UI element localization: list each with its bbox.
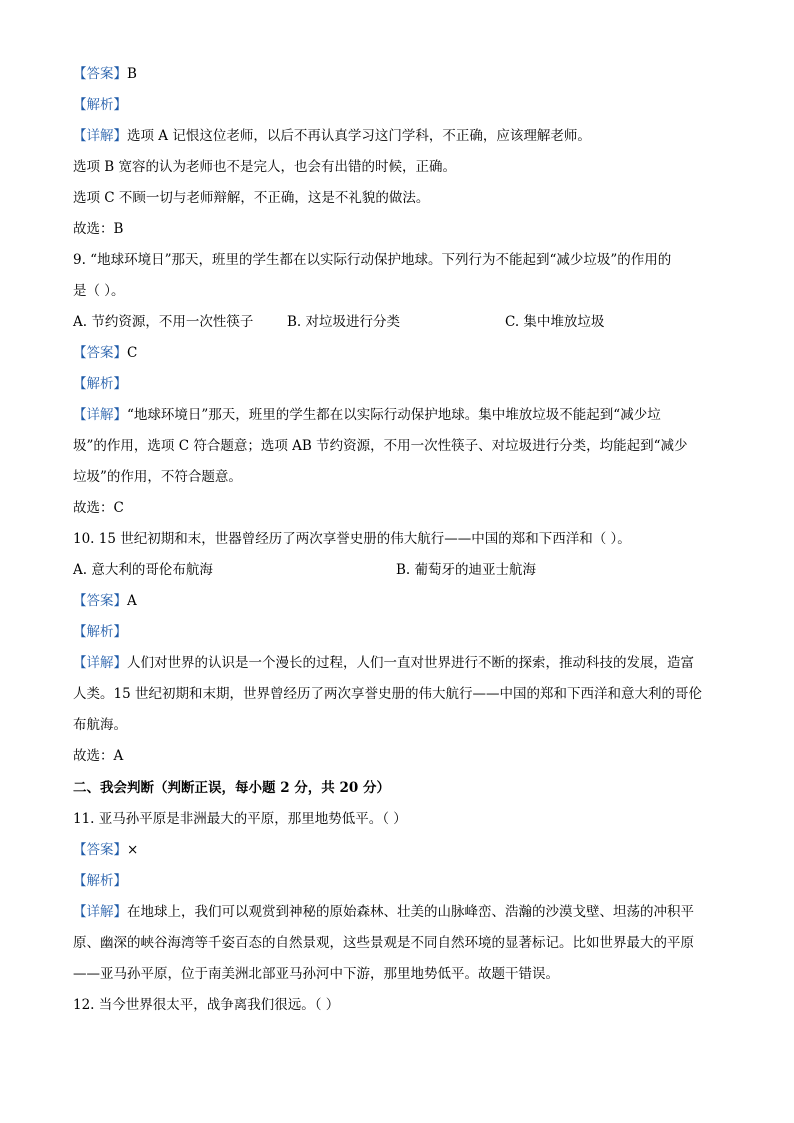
text-line: 垃圾”的作用，不符合题意。 xyxy=(73,469,242,485)
question-9: 9. “地球环境日”那天，班里的学生都在以实际行动保护地球。下列行为不能起到“减少垃圾”的作用的 xyxy=(73,252,672,268)
question-9-continued: 是（ ）。 xyxy=(73,283,125,299)
text-line: ——亚马孙平原，位于南美洲北部亚马孙河中下游，那里地势低平。故题干错误。 xyxy=(73,966,559,982)
answer-line xyxy=(73,64,725,84)
option-b: B. 对垃圾进行分类 xyxy=(287,314,401,330)
answer-value: × xyxy=(127,842,139,858)
text-line: 人类。15 世纪初期和末期，世界曾经历了两次享誉史册的伟大航行——中国的郑和下西洋和意大利的哥伦 xyxy=(73,686,702,702)
question-12: 12. 当今世界很太平，战争离我们很远。（ ） xyxy=(73,997,340,1013)
question-9-options xyxy=(73,312,725,332)
answer-line xyxy=(73,840,725,860)
choice-line: 故选：B xyxy=(73,221,124,237)
question-11: 11. 亚马孙平原是非洲最大的平原，那里地势低平。（ ） xyxy=(73,811,407,827)
analysis-label: 【解析】 xyxy=(73,873,127,889)
text-line: 圾”的作用，选项 C 符合题意；选项 AB 节约资源，不用一次性筷子、对垃圾进行分类，均能起到“减少 xyxy=(73,438,688,454)
question-10-options xyxy=(73,560,725,580)
analysis-line xyxy=(73,95,725,115)
option-a: A. 意大利的哥伦布航海 xyxy=(73,562,213,578)
detail-line xyxy=(73,902,725,922)
analysis-line xyxy=(73,871,725,891)
analysis-label: 【解析】 xyxy=(73,97,127,113)
choice-line: 故选：C xyxy=(73,500,124,516)
analysis-line xyxy=(73,622,725,642)
detail-line xyxy=(73,653,725,673)
detail-text: 人们对世界的认识是一个漫长的过程，人们一直对世界进行不断的探索，推动科技的发展，造富 xyxy=(127,655,694,671)
answer-value: C xyxy=(127,345,138,361)
section-heading: 二、我会判断（判断正误，每小题 2 分，共 20 分） xyxy=(73,780,390,796)
analysis-line xyxy=(73,374,725,394)
detail-label: 【详解】 xyxy=(73,904,127,920)
answer-label: 【答案】 xyxy=(73,593,127,609)
option-a: A. 节约资源，不用一次性筷子 xyxy=(73,314,254,330)
option-b: B. 葡萄牙的迪亚士航海 xyxy=(396,562,537,578)
answer-label: 【答案】 xyxy=(73,66,127,82)
detail-label: 【详解】 xyxy=(73,655,127,671)
option-c: C. 集中堆放垃圾 xyxy=(505,314,605,330)
detail-text: “地球环境日”那天，班里的学生都在以实际行动保护地球。集中堆放垃圾不能起到“减少垃 xyxy=(127,407,661,423)
analysis-label: 【解析】 xyxy=(73,376,127,392)
answer-value: A xyxy=(127,593,137,609)
detail-line xyxy=(73,126,725,146)
answer-line xyxy=(73,343,725,363)
detail-line xyxy=(73,405,725,425)
text-line: 选项 B 宽容的认为老师也不是完人，也会有出错的时候，正确。 xyxy=(73,159,457,175)
text-line: 原、幽深的峡谷海湾等千姿百态的自然景观，这些景观是不同自然环境的显著标记。比如世界最大的平原 xyxy=(73,935,694,951)
text-line: 布航海。 xyxy=(73,717,127,733)
detail-text: 在地球上，我们可以观赏到神秘的原始森林、壮美的山脉峰峦、浩瀚的沙漠戈壁、坦荡的冲积平 xyxy=(127,904,694,920)
choice-line: 故选：A xyxy=(73,748,124,764)
detail-text: 选项 A 记恨这位老师，以后不再认真学习这门学科，不正确，应该理解老师。 xyxy=(127,128,591,144)
detail-label: 【详解】 xyxy=(73,407,127,423)
question-10: 10. 15 世纪初期和末，世器曾经历了两次享誉史册的伟大航行——中国的郑和下西洋和（ ）。 xyxy=(73,531,631,547)
detail-label: 【详解】 xyxy=(73,128,127,144)
answer-line xyxy=(73,591,725,611)
answer-label: 【答案】 xyxy=(73,345,127,361)
answer-value: B xyxy=(127,66,137,82)
text-line: 选项 C 不顾一切与老师辩解，不正确，这是不礼貌的做法。 xyxy=(73,190,430,206)
answer-label: 【答案】 xyxy=(73,842,127,858)
analysis-label: 【解析】 xyxy=(73,624,127,640)
